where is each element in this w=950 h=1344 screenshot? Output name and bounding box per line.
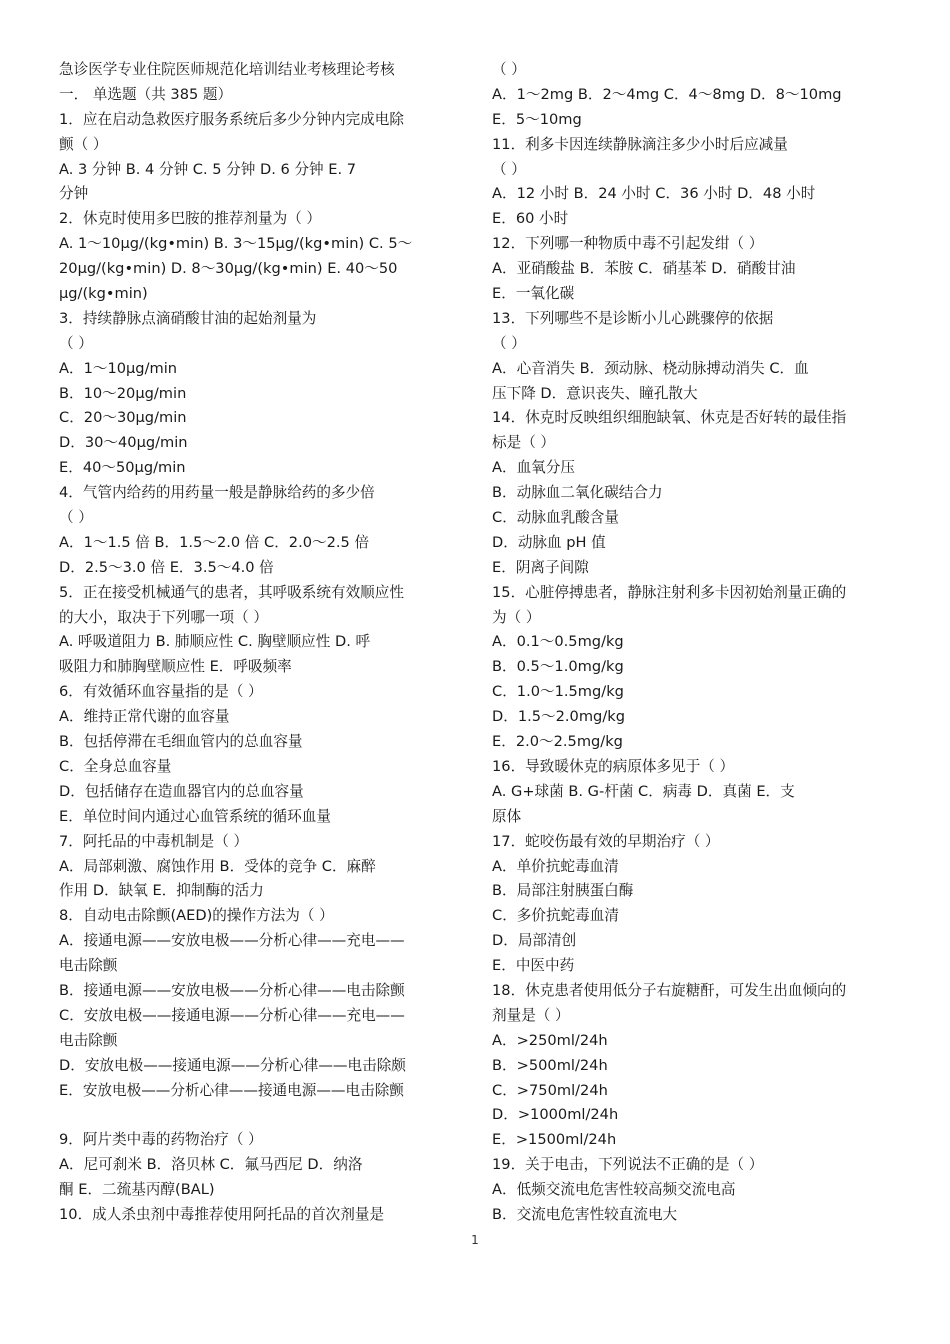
text-line: 11．利多卡因连续静脉滴注多少小时后应减量 [492, 135, 788, 153]
text-line: E．安放电极——分析心律——接通电源——电击除颤 [59, 1081, 404, 1099]
text-line: E．一氧化碳 [492, 285, 575, 303]
text-line: C．动脉血乳酸含量 [492, 509, 619, 527]
text-line: 9．阿片类中毒的药物治疗（ ） [59, 1131, 263, 1149]
text-line: 14．休克时反映组织细胞缺氧、休克是否好转的最佳指 [492, 409, 847, 427]
text-line: 剂量是（ ） [492, 1006, 570, 1024]
left-column [59, 58, 459, 1228]
text-line: 一． 单选题（共 385 题） [59, 85, 233, 103]
text-line: 6．有效循环血容量指的是（ ） [59, 683, 263, 701]
text-line: 电击除颤 [59, 957, 118, 975]
text-line: D．>1000ml/24h [492, 1106, 619, 1124]
text-line: A．亚硝酸盐 B．苯胺 C．硝基苯 D．硝酸甘油 [492, 260, 796, 278]
text-line: 1．应在启动急救医疗服务系统后多少分钟内完成电除 [59, 110, 404, 128]
text-line: μg/(kg•min) [59, 285, 148, 303]
text-line: D．2.5～3.0 倍 E．3.5～4.0 倍 [59, 558, 274, 576]
text-line: 作用 D．缺氧 E．抑制酶的活力 [59, 882, 264, 900]
text-line: 压下降 D．意识丧失、瞳孔散大 [492, 384, 698, 402]
text-line: A．12 小时 B．24 小时 C．36 小时 D．48 小时 [492, 185, 816, 203]
text-line: 原体 [492, 807, 522, 825]
text-line: 3．持续静脉点滴硝酸甘油的起始剂量为 [59, 309, 317, 327]
text-line: A．维持正常代谢的血容量 [59, 708, 230, 726]
text-line: B．>500ml/24h [492, 1056, 608, 1074]
text-line: D．30～40μg/min [59, 434, 188, 452]
text-line: 2．休克时使用多巴胺的推荐剂量为（ ） [59, 210, 322, 228]
text-line: 4．气管内给药的用药量一般是静脉给药的多少倍 [59, 484, 375, 502]
text-line: 18．休克患者使用低分子右旋糖酐，可发生出血倾向的 [492, 981, 847, 999]
text-line: E．单位时间内通过心血管系统的循环血量 [59, 807, 331, 825]
text-line: B．接通电源——安放电极——分析心律——电击除颤 [59, 981, 405, 999]
text-line: 电击除颤 [59, 1031, 118, 1049]
text-line: A．局部刺激、腐蚀作用 B．受体的竞争 C．麻醉 [59, 857, 376, 875]
text-line [59, 1103, 459, 1128]
text-line: E．40～50μg/min [59, 459, 186, 477]
text-line: 16．导致暖休克的病原体多见于（ ） [492, 757, 735, 775]
text-line: 吸阻力和肺胸壁顺应性 E．呼吸频率 [59, 658, 292, 676]
text-line: （ ） [59, 334, 93, 352]
text-line: C．全身总血容量 [59, 757, 172, 775]
text-line: 17．蛇咬伤最有效的早期治疗（ ） [492, 832, 720, 850]
text-line: C．20～30μg/min [59, 409, 187, 427]
right-column [492, 58, 892, 1228]
text-line: 13．下列哪些不是诊断小儿心跳骤停的依据 [492, 309, 774, 327]
text-line: A. 3 分钟 B. 4 分钟 C. 5 分钟 D. 6 分钟 E. 7 [59, 160, 357, 178]
text-line: E．阴离子间隙 [492, 558, 589, 576]
text-line: C．多价抗蛇毒血清 [492, 907, 619, 925]
text-line: 分钟 [59, 185, 89, 203]
text-line: A．低频交流电危害性较高频交流电高 [492, 1181, 736, 1199]
text-line: B．动脉血二氧化碳结合力 [492, 484, 663, 502]
text-line: 10．成人杀虫剂中毒推荐使用阿托品的首次剂量是 [59, 1205, 385, 1223]
text-line: （ ） [492, 61, 526, 78]
text-line: B．10～20μg/min [59, 384, 187, 402]
text-line: C．安放电极——接通电源——分析心律——充电—— [59, 1006, 405, 1024]
text-line: 5．正在接受机械通气的患者，其呼吸系统有效顺应性 [59, 583, 404, 601]
text-line: 15．心脏停搏患者，静脉注射利多卡因初始剂量正确的 [492, 583, 847, 601]
text-line: D．包括储存在造血器官内的总血容量 [59, 782, 304, 800]
text-line: A．尼可刹米 B．洛贝林 C．氟马西尼 D．纳洛 [59, 1156, 363, 1174]
text-line: （ ） [492, 334, 526, 352]
text-line: D．局部清创 [492, 932, 577, 950]
text-line: 20μg/(kg•min) D. 8～30μg/(kg•min) E. 40～50 [59, 260, 398, 278]
text-line: E．2.0～2.5mg/kg [492, 733, 623, 751]
text-line: A. 1～10μg/(kg•min) B. 3～15μg/(kg•min) C. 5～ [59, 235, 413, 253]
text-line: B．局部注射胰蛋白酶 [492, 882, 634, 900]
text-line: A．1～1.5 倍 B．1.5～2.0 倍 C．2.0～2.5 倍 [59, 533, 370, 551]
text-line: 标是（ ） [492, 434, 556, 452]
text-line: 的大小，取决于下列哪一项（ ） [59, 608, 268, 626]
text-line: （ ） [492, 160, 526, 178]
text-line: A．0.1～0.5mg/kg [492, 633, 624, 651]
text-line: 19．关于电击，下列说法不正确的是（ ） [492, 1156, 764, 1174]
text-line: 7．阿托品的中毒机制是（ ） [59, 832, 249, 850]
text-line: C．>750ml/24h [492, 1081, 608, 1099]
text-line: 急诊医学专业住院医师规范化培训结业考核理论考核 [59, 61, 395, 78]
text-line: A．单价抗蛇毒血清 [492, 857, 619, 875]
text-line: （ ） [59, 509, 93, 527]
text-line: B．包括停滞在毛细血管内的总血容量 [59, 733, 303, 751]
text-line: D．1.5～2.0mg/kg [492, 708, 625, 726]
text-line: C．1.0～1.5mg/kg [492, 683, 624, 701]
text-line: B．交流电危害性较直流电大 [492, 1205, 678, 1223]
text-line: A．心音消失 B．颈动脉、桡动脉搏动消失 C．血 [492, 359, 809, 377]
text-line: E．>1500ml/24h [492, 1131, 617, 1149]
text-line: A．>250ml/24h [492, 1031, 608, 1049]
text-line: D．安放电极——接通电源——分析心律——电击除颇 [59, 1056, 406, 1074]
text-line: A. G+球菌 B. G-杆菌 C．病毒 D．真菌 E．支 [492, 782, 795, 800]
text-line: A．血氧分压 [492, 459, 575, 477]
page-number: 1 [471, 1233, 479, 1247]
text-line: 为（ ） [492, 608, 541, 626]
text-line: B．0.5～1.0mg/kg [492, 658, 624, 676]
text-line: A．1～2mg B．2～4mg C．4～8mg D．8～10mg [492, 85, 842, 103]
text-line: E．5～10mg [492, 110, 582, 128]
text-line: E．60 小时 [492, 210, 569, 228]
text-line: D．动脉血 pH 值 [492, 533, 606, 551]
text-line: 8．自动电击除颤(AED)的操作方法为（ ） [59, 907, 334, 925]
text-line: E．中医中药 [492, 957, 575, 975]
text-line: 12．下列哪一种物质中毒不引起发绀（ ） [492, 235, 764, 253]
text-line: A．1～10μg/min [59, 359, 178, 377]
text-line: A. 呼吸道阻力 B. 肺顺应性 C. 胸壁顺应性 D. 呼 [59, 633, 371, 651]
text-line: A．接通电源——安放电极——分析心律——充电—— [59, 932, 405, 950]
text-line: 颤（ ） [59, 135, 108, 153]
text-line: 酮 E．二巯基丙醇(BAL) [59, 1181, 215, 1199]
